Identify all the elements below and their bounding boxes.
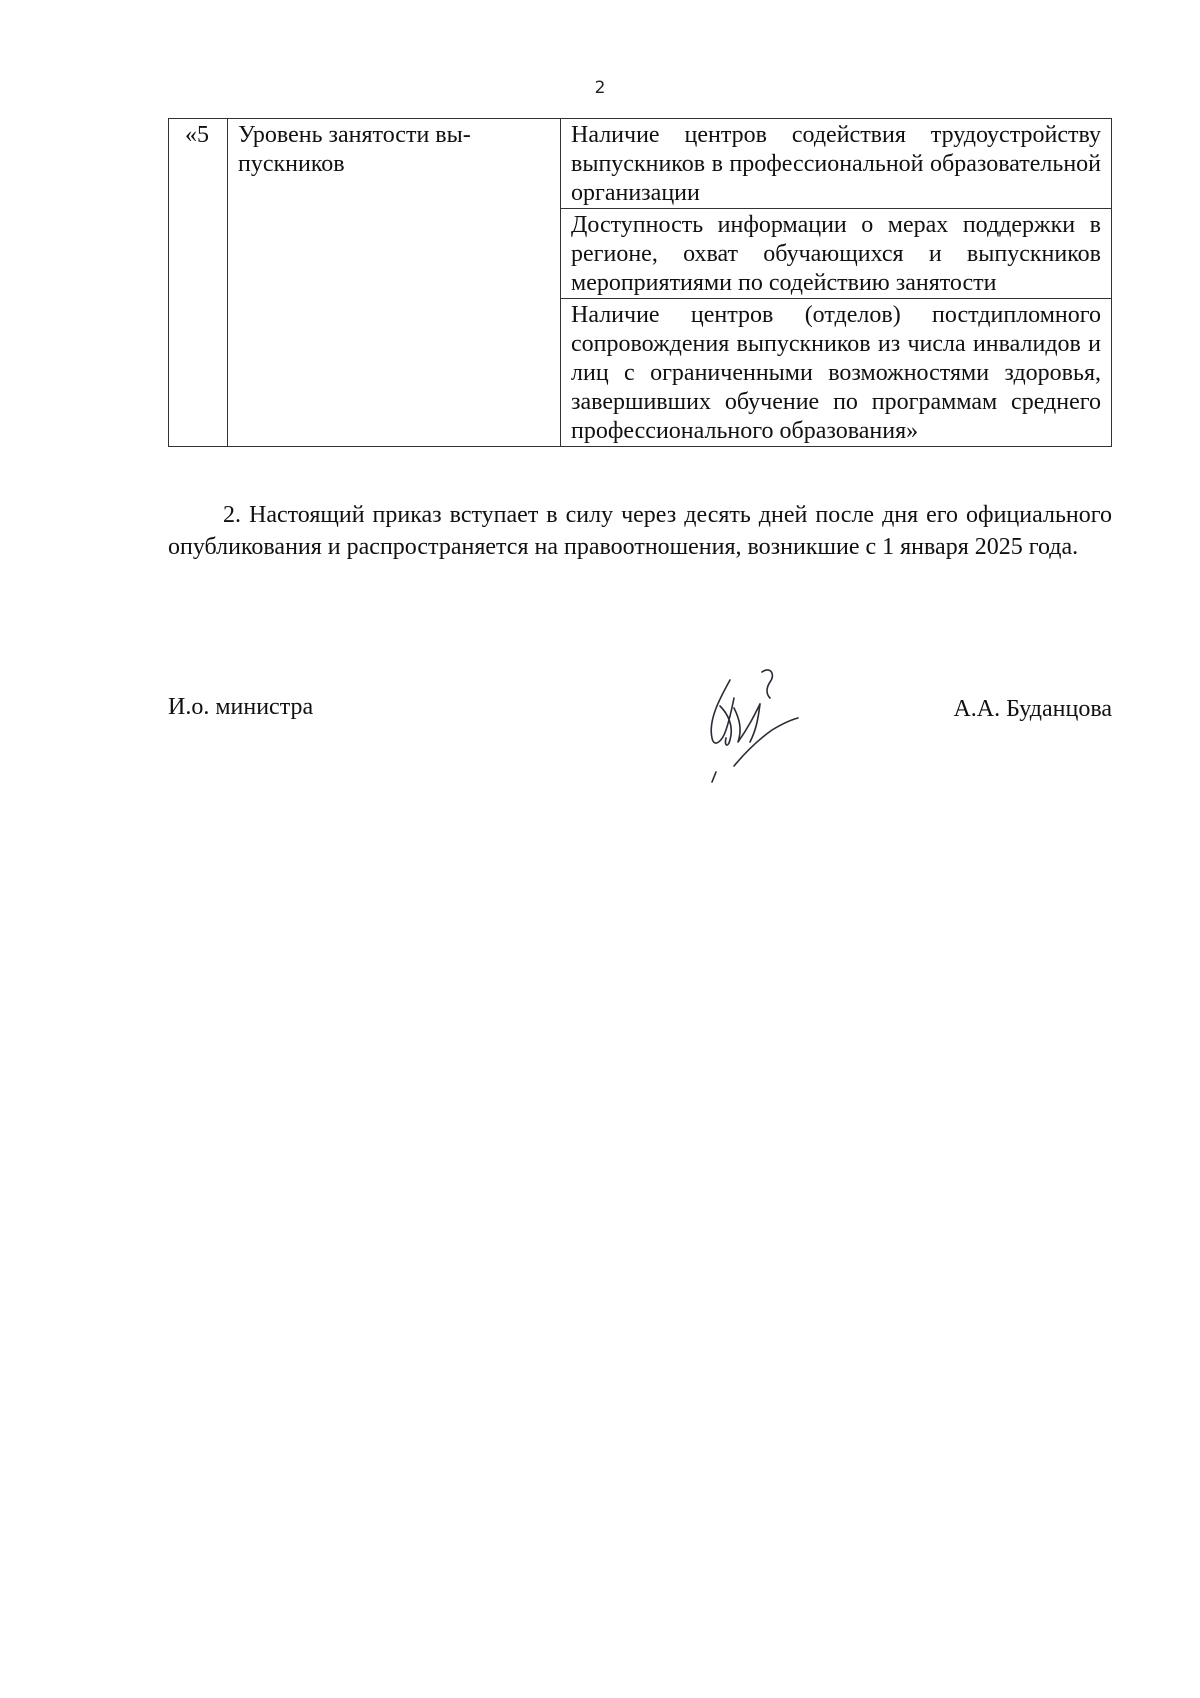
indicator-cell: Доступность информации о мерах поддержки в регионе, охват обучающихся и выпускников мероприятиями по содействию занятости bbox=[561, 209, 1112, 299]
signer-name: А.А. Буданцова bbox=[953, 696, 1112, 722]
page-number: 2 bbox=[594, 78, 606, 98]
indicator-cell: Наличие центров (отделов) постдипломного сопровождения выпускников из числа инвалидов и лиц с ограниченными возможностями здоровья, завершивших обучение по программам среднего профессионального образования» bbox=[561, 299, 1112, 447]
signer-position: И.о. министра bbox=[168, 694, 314, 720]
criterion-name: Уровень занятости выпускников bbox=[228, 119, 561, 447]
criteria-table bbox=[168, 118, 1112, 447]
indicator-cell: Наличие центров содействия трудоустройству выпускников в профессиональной образовательной организации bbox=[561, 119, 1112, 209]
handwritten-signature bbox=[700, 668, 810, 786]
table-row bbox=[169, 119, 1112, 209]
order-paragraph: 2. Настоящий приказ вступает в силу через десять дней после дня его официального опубликования и распространяется на правоотношения, возникшие с 1 января 2025 года. bbox=[168, 502, 1112, 560]
row-number: «5 bbox=[169, 119, 228, 447]
